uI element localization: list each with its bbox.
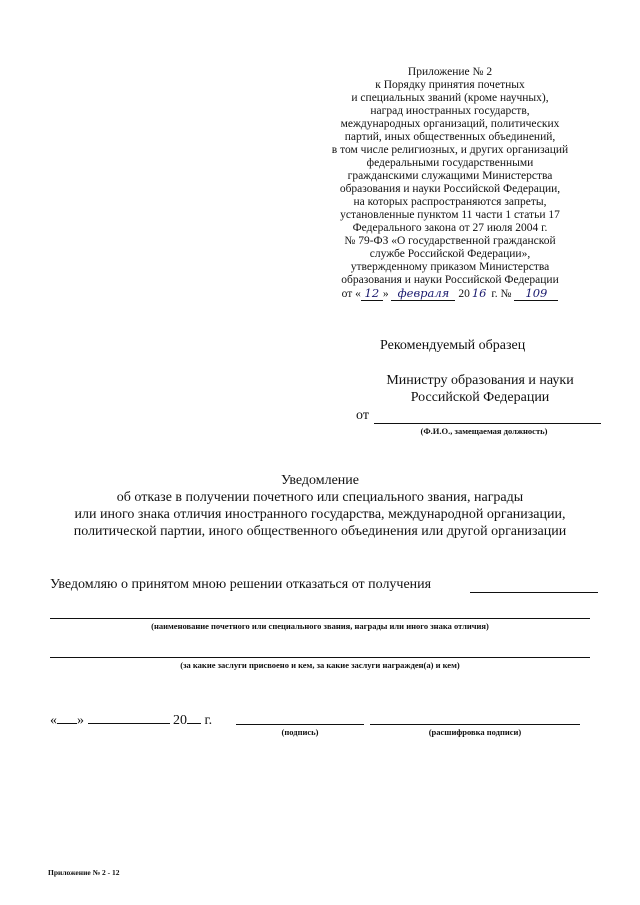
appendix-line: в том числе религиозных, и других организаций	[331, 144, 569, 156]
appendix-date-line	[300, 287, 600, 301]
decision-blank-line[interactable]	[470, 592, 598, 593]
handwritten-day: 12	[361, 287, 383, 301]
handwritten-year: 16	[471, 286, 487, 300]
handwritten-order-number: 109	[514, 287, 558, 301]
handwritten-month: февраля	[391, 287, 455, 301]
appendix-line: Федерального закона от 27 июля 2004 г.	[352, 222, 548, 234]
date-prefix: от «	[341, 288, 361, 300]
fio-caption: (Ф.И.О., замещаемая должность)	[420, 426, 548, 436]
year-blank[interactable]	[187, 710, 201, 724]
signature-caption: (подпись)	[281, 727, 319, 737]
appendix-line: федеральными государственными	[366, 157, 534, 169]
appendix-line: службе Российской Федерации»,	[369, 248, 531, 260]
notice-heading	[20, 472, 620, 540]
quote-close: »	[77, 713, 84, 728]
addressee-line-2: Российской Федерации	[410, 390, 550, 405]
appendix-line: гражданскими служащими Министерства	[347, 170, 553, 182]
appendix-line: установленные пунктом 11 части 1 статьи 17	[340, 209, 560, 221]
from-blank-line[interactable]	[374, 423, 601, 424]
appendix-line: утвержденному приказом Министерства	[350, 261, 550, 273]
signature-blank-line[interactable]	[236, 724, 364, 725]
appendix-line: № 79-ФЗ «О государственной гражданской	[344, 235, 556, 247]
appendix-line: наград иностранных государств,	[370, 105, 530, 117]
page-footer: Приложение № 2 - 12	[48, 868, 120, 877]
appendix-block	[300, 66, 600, 301]
appendix-line: к Порядку принятия почетных	[375, 79, 525, 91]
day-blank[interactable]	[57, 710, 77, 724]
sign-year-prefix: 20	[173, 713, 187, 728]
month-blank[interactable]	[88, 710, 170, 724]
appendix-line: партий, иных общественных объединений,	[344, 131, 556, 143]
award-name-blank-line[interactable]	[50, 618, 590, 619]
sign-year-suffix: г.	[204, 713, 213, 728]
notice-subtitle-line: или иного знака отличия иностранного государства, международной организации,	[74, 507, 566, 522]
appendix-line: и специальных званий (кроме научных),	[351, 92, 549, 104]
from-label: от	[356, 408, 369, 423]
addressee-block	[330, 372, 630, 406]
appendix-line: образования и науки Российской Федерации	[341, 274, 559, 286]
appendix-line: международных организаций, политических	[340, 118, 560, 130]
signature-decode-blank-line[interactable]	[370, 724, 580, 725]
appendix-line: образования и науки Российской Федерации,	[339, 183, 561, 195]
addressee-line-1: Министру образования и науки	[386, 373, 574, 388]
recommended-sample-label: Рекомендуемый образец	[380, 338, 526, 353]
from-field	[356, 408, 601, 426]
date-mid: »	[382, 288, 389, 300]
quote-open: «	[50, 713, 57, 728]
appendix-line: Приложение № 2	[407, 66, 493, 78]
appendix-line: на которых распространяются запреты,	[353, 196, 547, 208]
sign-date-field	[50, 710, 212, 729]
notice-title: Уведомление	[280, 473, 359, 488]
merits-blank-line[interactable]	[50, 657, 590, 658]
merits-caption: (за какие заслуги присвоено и кем, за какие заслуги награжден(а) и кем)	[180, 660, 460, 670]
year-prefix: 20	[458, 288, 470, 300]
notice-subtitle-line: политической партии, иного общественного объединения или другой организации	[73, 524, 567, 539]
notice-subtitle-line: об отказе в получении почетного или специального звания, награды	[116, 490, 524, 505]
decision-text: Уведомляю о принятом мною решении отказаться от получения	[50, 577, 432, 592]
order-number-label: г. №	[491, 288, 512, 300]
award-name-caption: (наименование почетного или специального звания, награды или иного знака отличия)	[151, 621, 489, 631]
signature-decode-caption: (расшифровка подписи)	[428, 727, 522, 737]
